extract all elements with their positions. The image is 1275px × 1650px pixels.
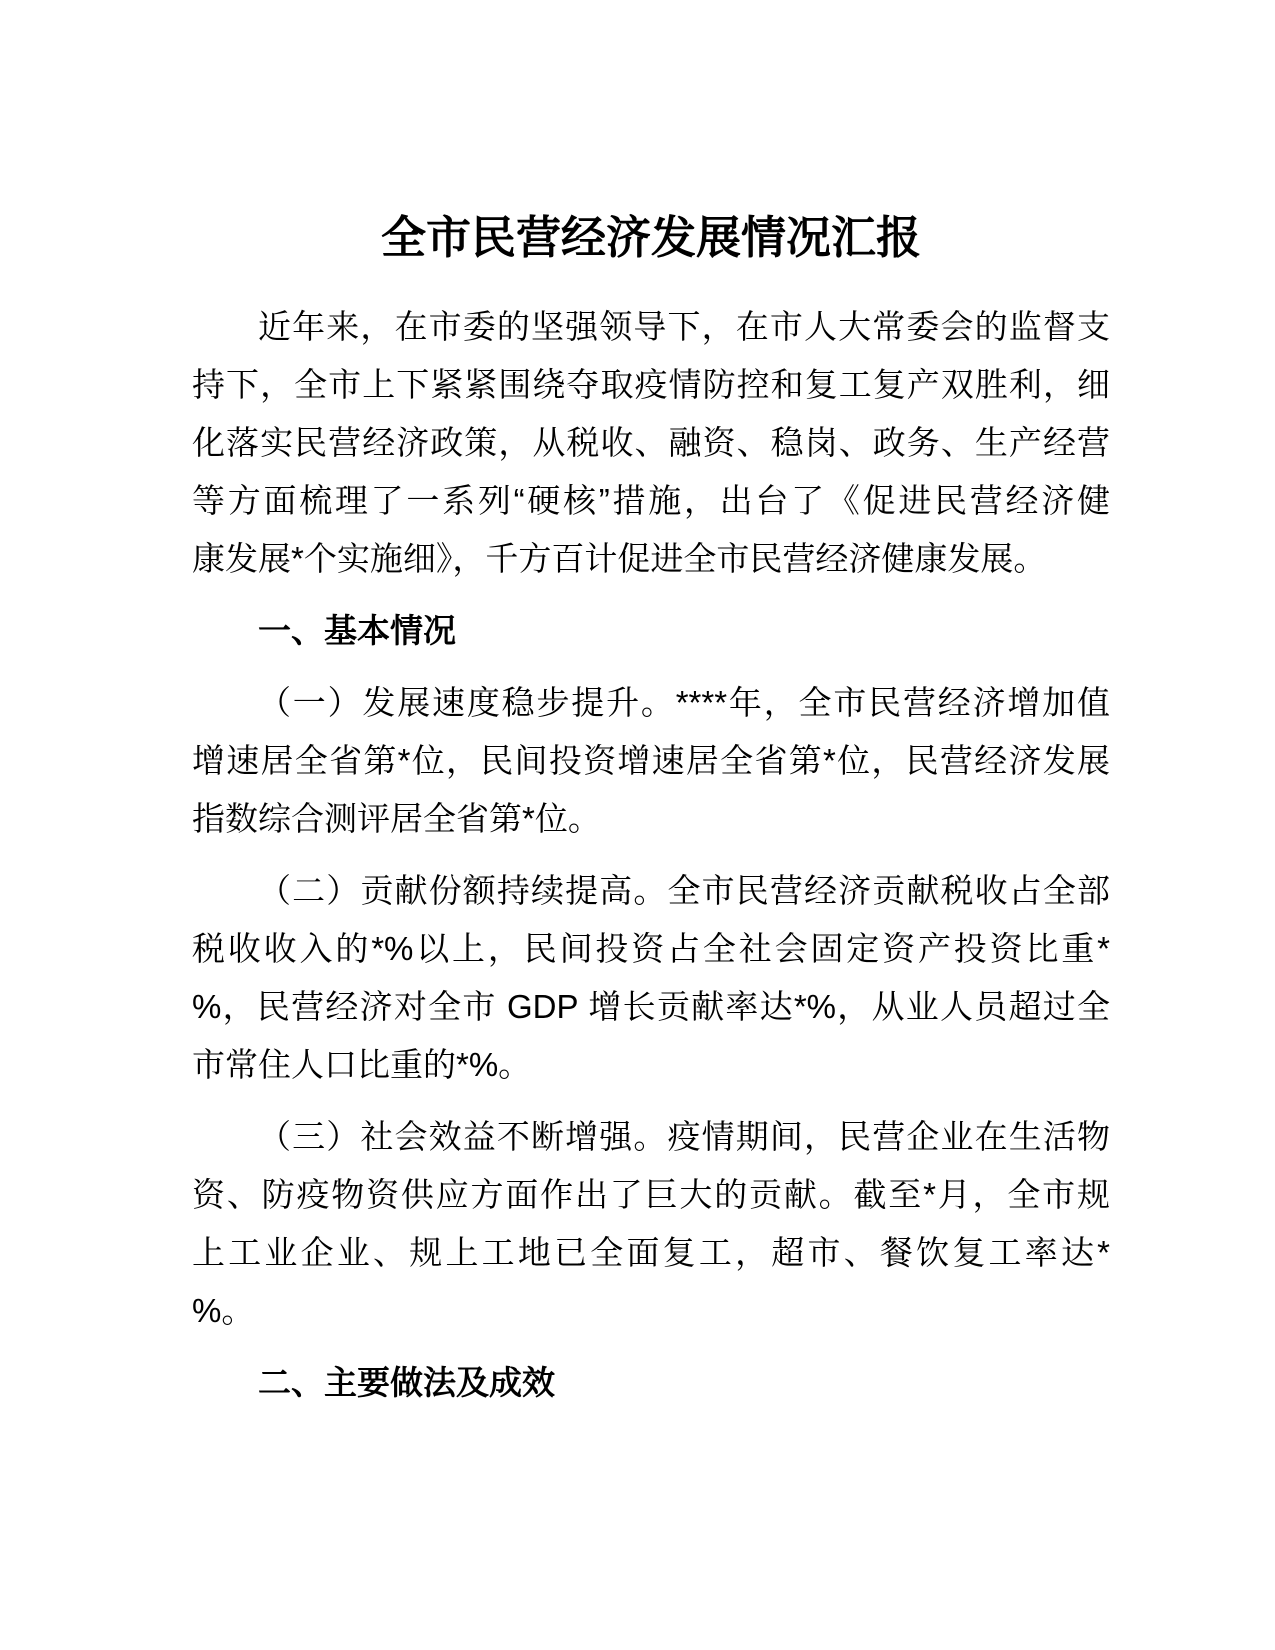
text-line: 上工业企业、规上工地已全面复工，超市、餐饮复工率达* bbox=[192, 1234, 1110, 1271]
paragraph bbox=[192, 298, 1110, 588]
text-line: 增速居全省第*位，民间投资增速居全省第*位，民营经济发展 bbox=[192, 742, 1110, 779]
paragraph bbox=[192, 1108, 1110, 1340]
text-line: （一）发展速度稳步提升。****年，全市民营经济增加值 bbox=[258, 684, 1110, 721]
text-line: 二、主要做法及成效 bbox=[258, 1364, 555, 1401]
text-line: 持下，全市上下紧紧围绕夺取疫情防控和复工复产双胜利，细 bbox=[192, 366, 1110, 403]
document-title: 全市民营经济发展情况汇报 bbox=[380, 212, 921, 263]
document-content bbox=[192, 0, 1110, 1412]
text-line: %。 bbox=[192, 1292, 255, 1329]
text-line: 市常住人口比重的*%。 bbox=[192, 1046, 532, 1083]
document-body bbox=[192, 298, 1110, 1412]
paragraph bbox=[192, 674, 1110, 848]
text-line: （二）贡献份额持续提高。全市民营经济贡献税收占全部 bbox=[258, 872, 1110, 909]
paragraph bbox=[192, 862, 1110, 1094]
text-line: 一、基本情况 bbox=[258, 612, 456, 649]
text-line: %，民营经济对全市 GDP 增长贡献率达*%，从业人员超过全 bbox=[192, 988, 1110, 1025]
text-line: 等方面梳理了一系列“硬核”措施，出台了《促进民营经济健 bbox=[192, 482, 1110, 519]
text-line: 近年来，在市委的坚强领导下，在市人大常委会的监督支 bbox=[258, 308, 1110, 345]
text-line: 康发展*个实施细》，千方百计促进全市民营经济健康发展。 bbox=[192, 540, 1047, 577]
section-heading bbox=[192, 1354, 1110, 1412]
text-line: 税收收入的*%以上，民间投资占全社会固定资产投资比重* bbox=[192, 930, 1110, 967]
text-line: 化落实民营经济政策，从税收、融资、稳岗、政务、生产经营 bbox=[192, 424, 1110, 461]
text-line: 指数综合测评居全省第*位。 bbox=[192, 800, 601, 837]
section-heading bbox=[192, 602, 1110, 660]
text-line: （三）社会效益不断增强。疫情期间，民营企业在生活物 bbox=[258, 1118, 1110, 1155]
text-line: 资、防疫物资供应方面作出了巨大的贡献。截至*月，全市规 bbox=[192, 1176, 1110, 1213]
